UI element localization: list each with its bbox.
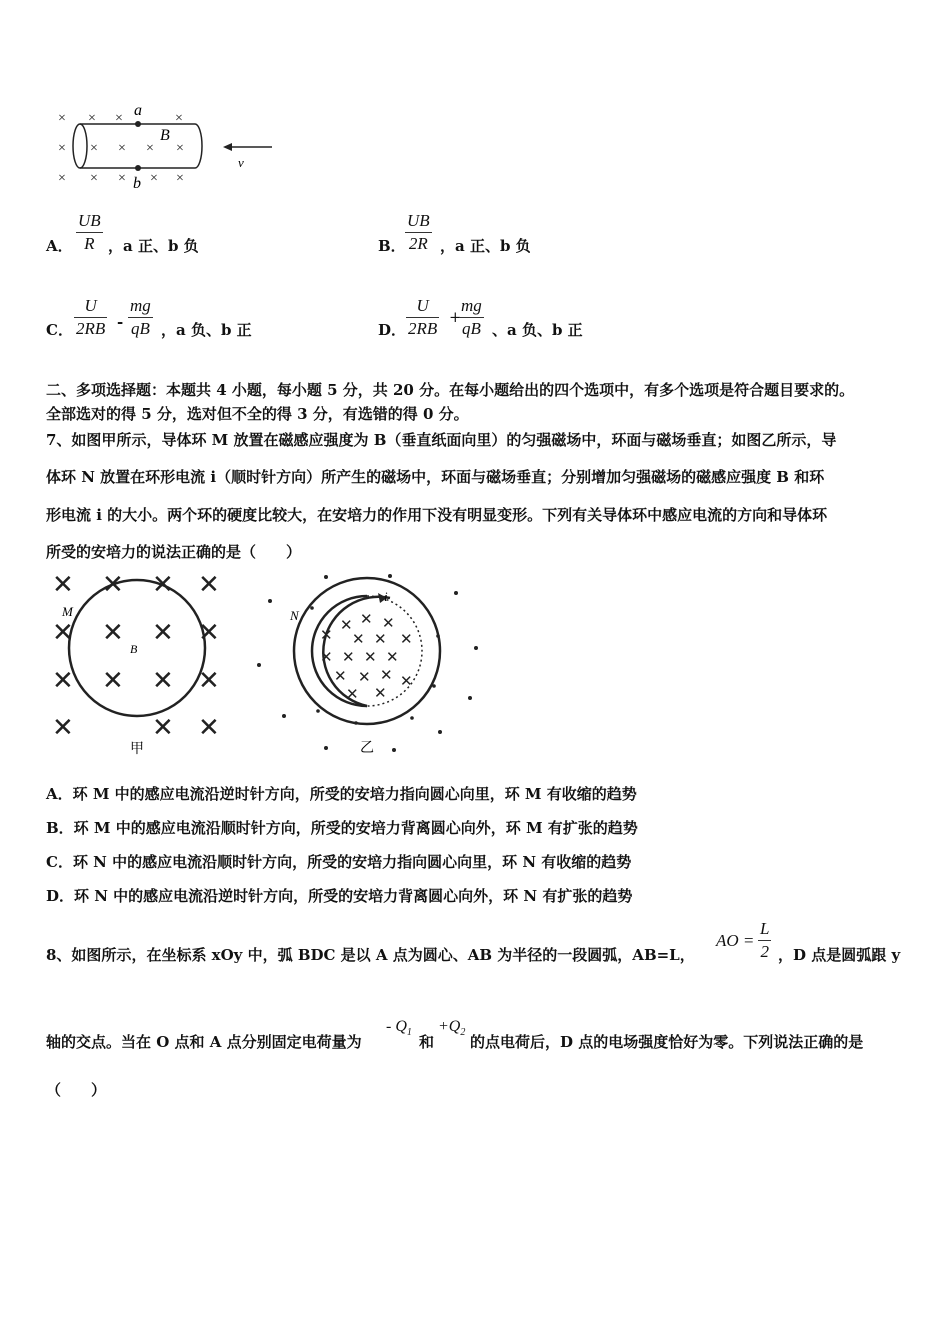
q6-option-a: A．: [46, 237, 73, 255]
q8-line1-pre: 8、如图所示，在坐标系 xOy 中，弧 BDC 是以 A 点为圆心、AB 为半径的一段圆弧，AB=L，: [46, 946, 695, 964]
section2-line2: 全部选对的得 5 分，选对但不全的得 3 分，有选错的得 0 分。: [46, 405, 469, 423]
q6-option-d-op: +: [449, 308, 462, 326]
q6-option-b-fraction: $\frac{UB}{2R}$: [407, 211, 430, 253]
caption-yi: 乙: [360, 741, 374, 756]
svg-text:×: ×: [176, 141, 184, 156]
svg-text:✕: ✕: [382, 616, 395, 632]
q6-option-c-op: -: [117, 313, 124, 331]
svg-text:✕: ✕: [102, 618, 124, 647]
section2-line1: 二、多项选择题：本题共 4 小题，每小题 5 分，共 20 分。在每小题给出的四个选项中，有多个选项是符合题目要求的。: [46, 381, 855, 399]
caption-jia: 甲: [130, 742, 144, 757]
q8-charge-q1: - $Q_1$: [386, 1018, 412, 1039]
q6-option-d-tail: 、a 负、b 正: [492, 321, 583, 339]
q6-option-d-fraction1: $\frac{U}{2RB}$: [408, 296, 438, 338]
svg-text:✕: ✕: [198, 666, 220, 695]
svg-text:✕: ✕: [380, 668, 393, 684]
q6-option-d-fraction2: $\frac{mg}{qB}$: [461, 296, 482, 338]
label-v: v: [238, 155, 244, 170]
svg-text:✕: ✕: [340, 618, 353, 634]
label-a: a: [134, 102, 142, 119]
svg-text:✕: ✕: [320, 650, 333, 666]
svg-text:×: ×: [175, 111, 183, 126]
field-crosses-yi: [320, 612, 413, 703]
svg-text:×: ×: [58, 171, 66, 186]
q6-option-d: D．: [378, 321, 407, 339]
svg-text:×: ×: [90, 171, 98, 186]
svg-text:✕: ✕: [198, 713, 220, 742]
q7-option-d: D．环 N 中的感应电流沿逆时针方向，所受的安培力背离圆心向外，环 N 有扩张的趋势: [46, 887, 633, 905]
svg-text:×: ×: [115, 111, 123, 126]
label-i: i: [384, 589, 388, 604]
svg-text:×: ×: [88, 111, 96, 126]
label-N: N: [290, 608, 299, 623]
svg-text:✕: ✕: [152, 570, 174, 599]
svg-text:✕: ✕: [360, 612, 373, 628]
q6-option-c-fraction1: $\frac{U}{2RB}$: [76, 296, 106, 338]
q7-line1: 7、如图甲所示，导体环 M 放置在磁感应强度为 B（垂直纸面向里）的匀强磁场中，环面与磁场垂直；如图乙所示，导: [46, 431, 837, 449]
q7-line3: 形电流 i 的大小。两个环的硬度比较大，在安培力的作用下没有明显变形。下列有关导体环中感应电流的方向和导体环: [46, 506, 828, 524]
svg-text:✕: ✕: [102, 570, 124, 599]
q7-line2: 体环 N 放置在环形电流 i（顺时针方向）所产生的磁场中，环面与磁场垂直；分别增加匀强磁场的磁感应强度 B 和环: [46, 468, 825, 486]
svg-text:✕: ✕: [352, 632, 365, 648]
q8-line3: （ ）: [46, 1081, 107, 1099]
svg-text:×: ×: [176, 171, 184, 186]
svg-text:✕: ✕: [400, 632, 413, 648]
label-b: b: [133, 175, 141, 192]
q8-charge-q2: $+Q_2$: [438, 1018, 466, 1039]
q8-line2-mid: 和: [419, 1033, 435, 1051]
label-B: B: [160, 127, 170, 144]
svg-text:×: ×: [58, 111, 66, 126]
ring-m-figure: [48, 568, 238, 758]
q7-option-b: B．环 M 中的感应电流沿顺时针方向，所受的安培力背离圆心向外，环 M 有扩张的趋势: [46, 819, 638, 837]
svg-text:×: ×: [58, 141, 66, 156]
svg-text:×: ×: [90, 141, 98, 156]
q6-option-a-tail: ，a 正、b 负: [108, 237, 199, 255]
svg-text:✕: ✕: [320, 628, 333, 644]
svg-text:✕: ✕: [342, 650, 355, 666]
svg-text:×: ×: [150, 171, 158, 186]
q7-option-a: A．环 M 中的感应电流沿逆时针方向，所受的安培力指向圆心向里，环 M 有收缩的趋势: [46, 785, 637, 803]
field-crosses: [58, 111, 184, 186]
ring-n-figure: [250, 568, 490, 758]
q8-line2-post: 的点电荷后，D 点的电场强度恰好为零。下列说法正确的是: [470, 1033, 864, 1051]
svg-text:✕: ✕: [52, 713, 74, 742]
q8-ao-lhs: AO =: [716, 931, 755, 950]
label-M: M: [62, 604, 73, 619]
svg-text:✕: ✕: [52, 570, 74, 599]
q6-option-c: C．: [46, 321, 73, 339]
q6-option-a-fraction: $\frac{UB}{R}$: [78, 211, 101, 253]
svg-text:✕: ✕: [152, 713, 174, 742]
svg-text:✕: ✕: [358, 670, 371, 686]
svg-text:✕: ✕: [346, 687, 359, 703]
svg-text:×: ×: [118, 171, 126, 186]
q6-option-c-tail: ，a 负、b 正: [161, 321, 252, 339]
q8-ao-fraction: $\frac{L}{2}$: [760, 919, 770, 961]
svg-text:×: ×: [146, 141, 154, 156]
svg-text:✕: ✕: [52, 666, 74, 695]
svg-text:✕: ✕: [152, 618, 174, 647]
q8-line2-pre: 轴的交点。当在 O 点和 A 点分别固定电荷量为: [46, 1033, 362, 1051]
svg-text:✕: ✕: [334, 669, 347, 685]
svg-text:✕: ✕: [364, 650, 377, 666]
svg-text:✕: ✕: [198, 618, 220, 647]
svg-text:✕: ✕: [374, 632, 387, 648]
svg-text:✕: ✕: [198, 570, 220, 599]
q7-line4: 所受的安培力的说法正确的是（ ）: [46, 543, 302, 561]
q6-option-c-fraction2: $\frac{mg}{qB}$: [130, 296, 151, 338]
svg-text:✕: ✕: [102, 666, 124, 695]
svg-text:✕: ✕: [386, 650, 399, 666]
svg-text:✕: ✕: [52, 618, 74, 647]
label-B-jia: B: [130, 642, 138, 656]
q7-option-c: C．环 N 中的感应电流沿顺时针方向，所受的安培力指向圆心向里，环 N 有收缩的趋势: [46, 853, 632, 871]
q8-line1-post: ，D 点是圆弧跟 y: [778, 946, 901, 964]
q6-option-b: B．: [378, 237, 406, 255]
cylinder-field-figure: [50, 100, 290, 195]
svg-text:✕: ✕: [152, 666, 174, 695]
svg-text:×: ×: [118, 141, 126, 156]
svg-text:✕: ✕: [400, 674, 413, 690]
q6-option-b-tail: ，a 正、b 负: [440, 237, 531, 255]
svg-text:✕: ✕: [374, 686, 387, 702]
